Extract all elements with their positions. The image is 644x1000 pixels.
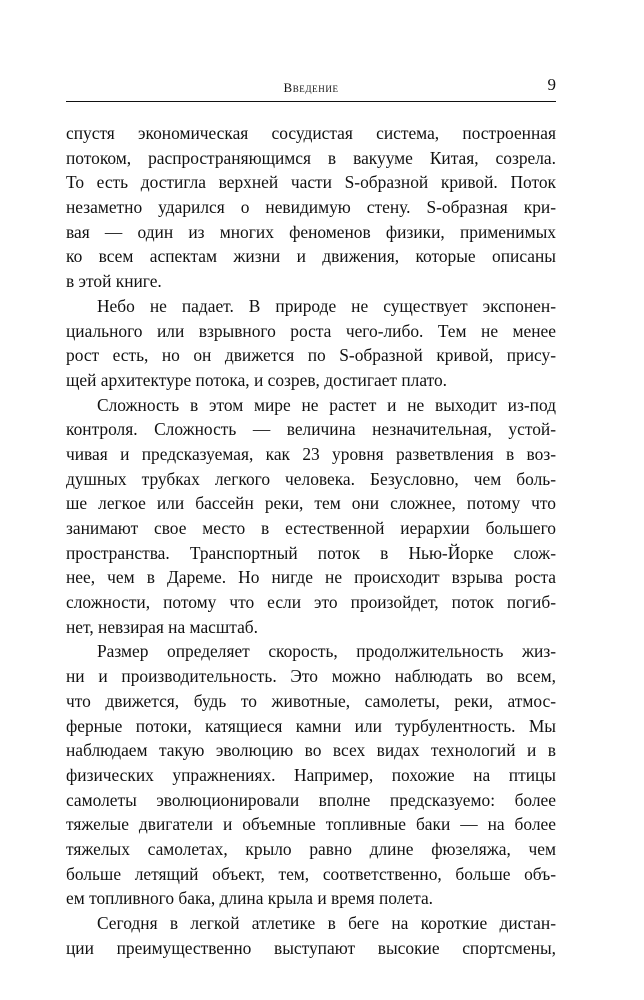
text-line: Сложность в этом мире не растет и не выходит из-под	[97, 394, 556, 415]
text-line: тяжелых самолетах, крыло равно длине фюзеляжа, чем	[66, 838, 556, 859]
paragraph	[66, 121, 556, 294]
text-line: физических упражнениях. Например, похожие на птицы	[66, 764, 556, 785]
text-line: занимают свое место в естественной иерархии большего	[66, 518, 556, 538]
paragraph	[66, 294, 556, 393]
text-line: пространства. Транспортный поток в Нью-Йорке слож-	[66, 542, 556, 563]
page-number: 9	[547, 75, 556, 94]
text-line: ше легкое или бассейн реки, тем они сложнее, потому что	[66, 493, 556, 514]
text-line: ко всем аспектам жизни и движения, которые описаны	[66, 246, 556, 267]
text-line: нет, невзирая на масштаб.	[66, 616, 259, 637]
text-line: циального или взрывного роста чего-либо. Тем не менее	[66, 320, 556, 341]
text-line: спустя экономическая сосудистая система, построенная	[66, 123, 556, 143]
text-line: контроля. Сложность — величина незначительная, устой-	[66, 419, 556, 440]
text-line: вая — один из многих феноменов физики, применимых	[66, 221, 556, 242]
text-line: ем топливного бака, длина крыла и время полета.	[66, 888, 434, 909]
text-line: Небо не падает. В природе не существует экспонен-	[97, 295, 556, 316]
text-line: самолеты эволюционировали вполне предсказуемо: более	[66, 789, 556, 810]
text-line: потоком, распространяющимся в вакууме Китая, созрела.	[66, 147, 556, 168]
running-title: Введение	[283, 80, 339, 95]
text-line: щей архитектуре потока, и созрев, достигает плато.	[66, 369, 448, 390]
text-line: сложности, потому что если это произойдет, поток погиб-	[66, 592, 556, 613]
text-line: Размер определяет скорость, продолжительность жиз-	[97, 641, 556, 662]
paragraph	[66, 911, 556, 960]
text-line: незаметно ударился о невидимую стену. S-образная кри-	[66, 197, 556, 218]
body-text	[66, 121, 556, 960]
text-line: тяжелые двигатели и объемные топливные баки — на более	[66, 814, 556, 835]
header-divider	[66, 101, 556, 102]
text-line: рост есть, но он движется по S-образной кривой, прису-	[66, 345, 556, 366]
paragraph	[66, 393, 556, 640]
text-line: Сегодня в легкой атлетике в беге на короткие дистан-	[97, 913, 556, 933]
text-line: что движется, будь то животные, самолеты, реки, атмос-	[66, 690, 556, 711]
page-header	[66, 74, 556, 100]
text-line: в этой книге.	[66, 271, 162, 292]
text-line: нее, чем в Дареме. Но нигде не происходит взрыва роста	[66, 567, 556, 588]
text-line: ни и производительность. Это можно наблюдать во всем,	[66, 666, 556, 687]
text-line: ции преимущественно выступают высокие спортсмены,	[66, 937, 556, 958]
text-line: душных трубках легкого человека. Безусловно, чем боль-	[66, 468, 556, 489]
text-line: То есть достигла верхней части S-образной кривой. Поток	[66, 172, 556, 193]
text-line: наблюдаем такую эволюцию во всех видах технологий и в	[66, 740, 556, 761]
paragraph	[66, 639, 556, 911]
text-line: ферные потоки, катящиеся камни или турбулентность. Мы	[66, 715, 556, 736]
text-line: больше летящий объект, тем, соответственно, больше объ-	[66, 863, 556, 884]
text-line: чивая и предсказуемая, как 23 уровня разветвления в воз-	[66, 443, 556, 464]
